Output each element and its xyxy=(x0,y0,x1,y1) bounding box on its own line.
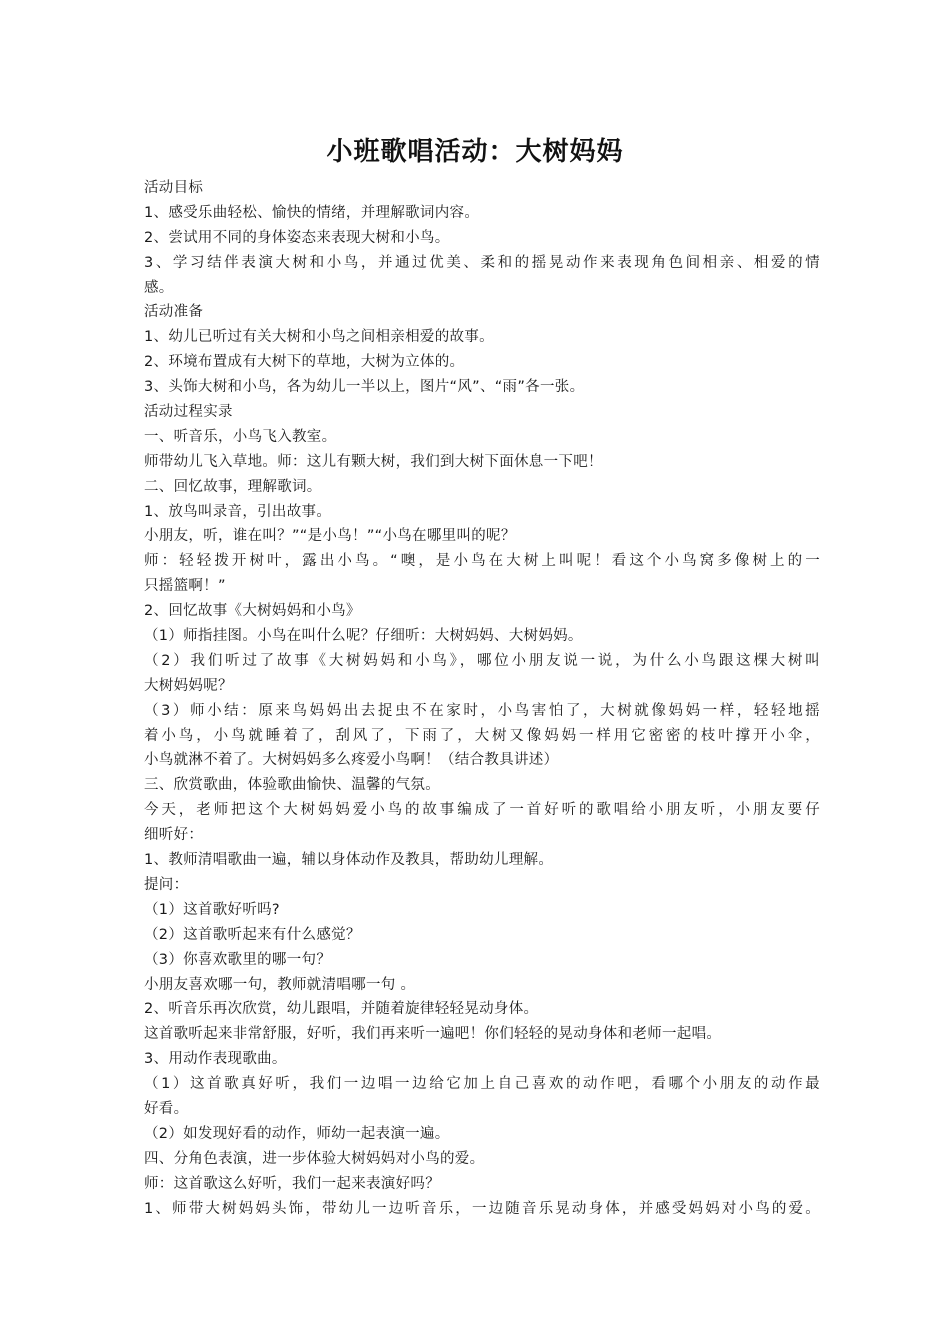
paragraph-line: （1）这首歌好听吗? xyxy=(144,901,280,918)
paragraph-line: 师带幼儿飞入草地。师：这儿有颗大树，我们到大树下面休息一下吧！ xyxy=(144,453,603,470)
paragraph-line: 活动目标 xyxy=(144,180,204,196)
paragraph-line: （3）你喜欢歌里的哪一句？ xyxy=(144,951,332,968)
paragraph-line: 小朋友，听，谁在叫？”“是小鸟！”“小鸟在哪里叫的呢？ xyxy=(144,528,516,545)
paragraph-line: （1）师指挂图。小鸟在叫什么呢？仔细听：大树妈妈、大树妈妈。 xyxy=(144,628,583,645)
paragraph-line: 2、听音乐再次欣赏，幼儿跟唱，并随着旋律轻轻晃动身体。 xyxy=(144,1001,539,1018)
paragraph-line: 提问： xyxy=(144,876,189,893)
document-body xyxy=(144,176,820,1221)
paragraph-line: （3）师小结：原来鸟妈妈出去捉虫不在家时，小鸟害怕了，大树就像妈妈一样，轻轻地摇 xyxy=(144,702,820,719)
paragraph-line: 三、欣赏歌曲，体验歌曲愉快、温馨的气氛。 xyxy=(144,777,440,794)
paragraph-line: 着小鸟，小鸟就睡着了，刮风了，下雨了，大树又像妈妈一样用它密密的枝叶撑开小伞， xyxy=(144,727,820,744)
paragraph-line: 今天，老师把这个大树妈妈爱小鸟的故事编成了一首好听的歌唱给小朋友听，小朋友要仔 xyxy=(144,802,820,819)
paragraph-line: 1、感受乐曲轻松、愉快的情绪，并理解歌词内容。 xyxy=(144,204,480,221)
paragraph-line: （1）这首歌真好听，我们一边唱一边给它加上自己喜欢的动作吧，看哪个小朋友的动作最 xyxy=(144,1076,820,1093)
paragraph-line: 1、教师清唱歌曲一遍，辅以身体动作及教具，帮助幼儿理解。 xyxy=(144,852,554,869)
paragraph-line: （2）我们听过了故事《大树妈妈和小鸟》，哪位小朋友说一说，为什么小鸟跟这棵大树叫 xyxy=(144,652,820,669)
paragraph-line: 3、用动作表现歌曲。 xyxy=(144,1051,287,1068)
paragraph-line: 1、放鸟叫录音，引出故事。 xyxy=(144,503,332,520)
paragraph-line: 师：这首歌这么好听，我们一起来表演好吗？ xyxy=(144,1175,440,1192)
paragraph-line: 1、幼儿已听过有关大树和小鸟之间相亲相爱的故事。 xyxy=(144,329,494,346)
paragraph-line: 感。 xyxy=(144,279,174,296)
paragraph-line: 小鸟就淋不着了。大树妈妈多么疼爱小鸟啊！（结合教具讲述） xyxy=(144,752,559,769)
paragraph-line: 细听好： xyxy=(144,827,204,844)
paragraph-line: 2、环境布置成有大树下的草地，大树为立体的。 xyxy=(144,354,465,371)
paragraph-line: 3、学习结伴表演大树和小鸟，并通过优美、柔和的摇晃动作来表现角色间相亲、相爱的情 xyxy=(144,254,820,271)
paragraph-line: 3、头饰大树和小鸟，各为幼儿一半以上，图片“风”、“雨”各一张。 xyxy=(144,379,585,396)
paragraph-line: 2、尝试用不同的身体姿态来表现大树和小鸟。 xyxy=(144,229,450,246)
paragraph-line: 二、回忆故事，理解歌词。 xyxy=(144,478,322,495)
paragraph-line: （2）如发现好看的动作，师幼一起表演一遍。 xyxy=(144,1125,450,1142)
paragraph-line: （2）这首歌听起来有什么感觉？ xyxy=(144,926,361,943)
paragraph-line: 四、分角色表演，进一步体验大树妈妈对小鸟的爱。 xyxy=(144,1150,485,1167)
document-title: 小班歌唱活动：大树妈妈 xyxy=(326,137,624,167)
paragraph-line: 1、师带大树妈妈头饰，带幼儿一边听音乐，一边随音乐晃动身体，并感受妈妈对小鸟的爱。 xyxy=(144,1200,820,1217)
paragraph-line: 活动准备 xyxy=(144,304,204,321)
paragraph-line: 一、听音乐，小鸟飞入教室。 xyxy=(144,428,337,445)
paragraph-line: 2、回忆故事《大树妈妈和小鸟》 xyxy=(144,603,361,620)
paragraph-line: 只摇篮啊！” xyxy=(144,578,226,595)
paragraph-line: 大树妈妈呢？ xyxy=(144,677,233,694)
paragraph-line: 小朋友喜欢哪一句，教师就清唱哪一句 。 xyxy=(144,976,416,993)
paragraph-line: 这首歌听起来非常舒服，好听，我们再来听一遍吧！你们轻轻的晃动身体和老师一起唱。 xyxy=(144,1026,722,1043)
paragraph-line: 好看。 xyxy=(144,1100,189,1117)
paragraph-line: 师：轻轻拨开树叶，露出小鸟。“噢，是小鸟在大树上叫呢！看这个小鸟窝多像树上的一 xyxy=(144,553,820,570)
paragraph-line: 活动过程实录 xyxy=(144,404,233,421)
